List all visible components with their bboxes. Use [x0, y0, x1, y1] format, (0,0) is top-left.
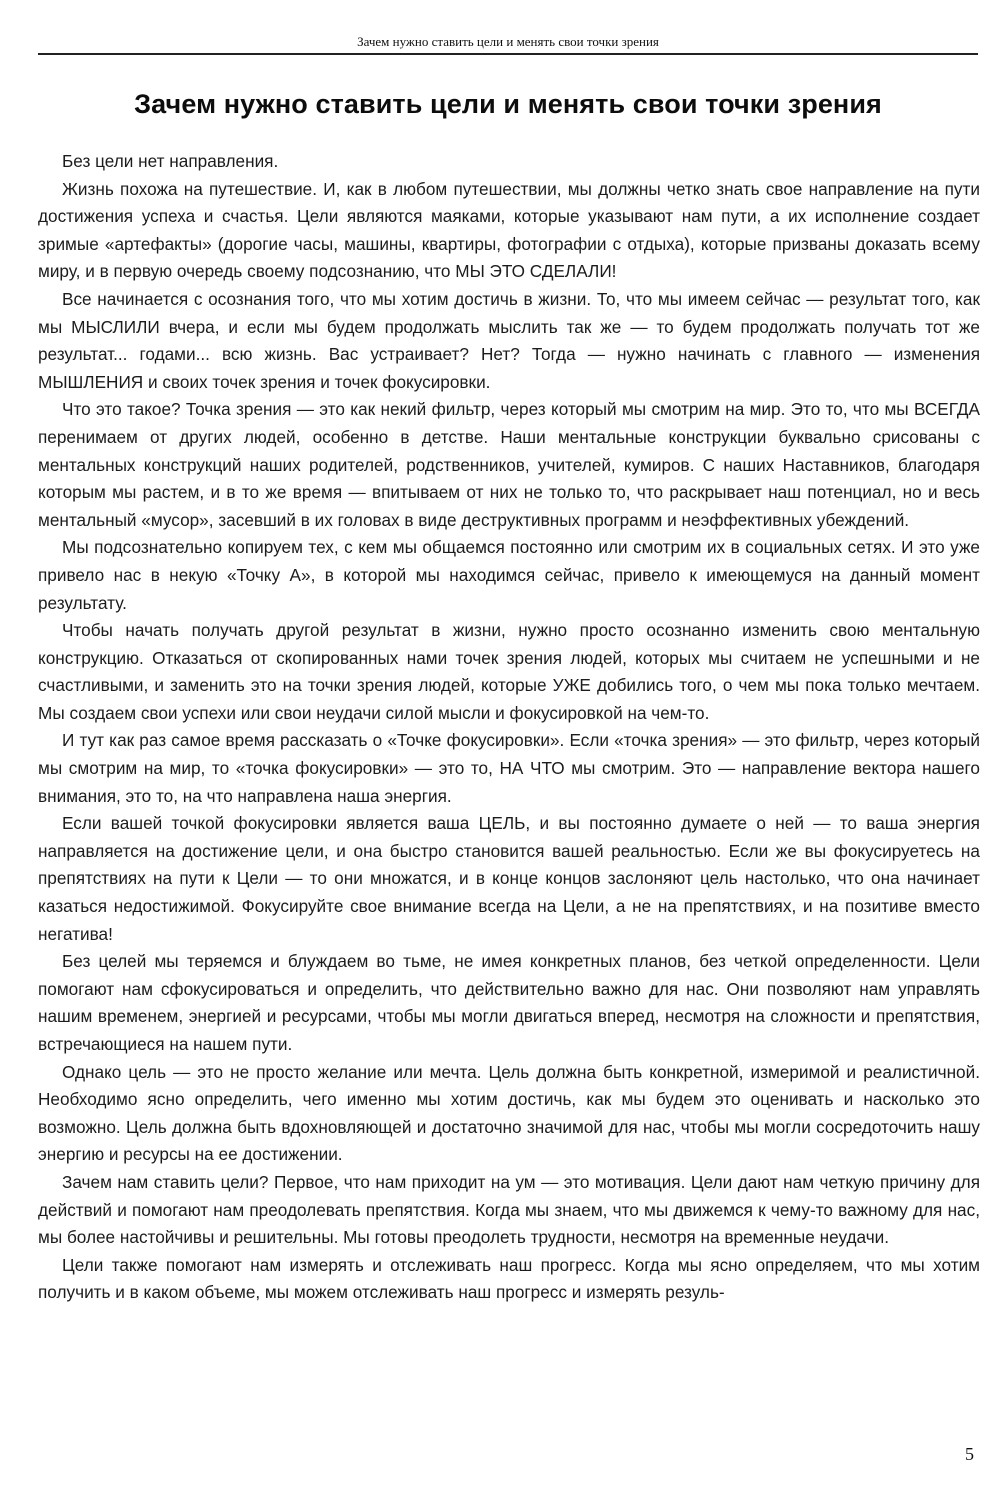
page-number: 5	[965, 1444, 974, 1464]
paragraph: Зачем нам ставить цели? Первое, что нам приходит на ум — это мотивация. Цели дают нам четкую причину для действий и помогают нам преодолевать препятствия. Когда мы знаем, что мы движемся к чему-то важному для нас, мы более настойчивы и решительны. Мы готовы преодолеть трудности, несмотря на временные неудачи.	[38, 1171, 980, 1248]
paragraph: Однако цель — это не просто желание или мечта. Цель должна быть конкретной, измеримой и реалистичной. Необходимо ясно определить, чего именно мы хотим достичь, как мы будем это оценивать и насколько это возможно. Цель должна быть вдохновляющей и достаточно значимой для нас, чтобы мы могли сосредоточить нашу энергию и ресурсы на ее достижении.	[38, 1061, 980, 1165]
paragraph: Все начинается с осознания того, что мы хотим достичь в жизни. То, что мы имеем сейчас — результат того, как мы МЫСЛИЛИ вчера, и если мы будем продолжать мыслить так же — то будем продолжать получать тот же результат... годами... всю жизнь. Вас устраивает? Нет? Тогда — нужно начинать с главного — изменения МЫШЛЕНИЯ и своих точек зрения и точек фокусировки.	[38, 288, 980, 392]
running-header: Зачем нужно ставить цели и менять свои точки зрения	[357, 34, 659, 49]
paragraph: Если вашей точкой фокусировки является ваша ЦЕЛЬ, и вы постоянно думаете о ней — то ваша энергия направляется на достижение цели, и она быстро становится вашей реальностью. Если же вы фокусируетесь на препятствиях на пути к Цели — то они множатся, и в конце концов заслоняют цель настолько, что она начинает казаться недостижимой. Фокусируйте свое внимание всегда на Цели, а не на препятствиях, и на позитиве вместо негатива!	[38, 813, 980, 944]
paragraph: Чтобы начать получать другой результат в жизни, нужно просто осознанно изменить свою ментальную конструкцию. Отказаться от скопированных нами точек зрения людей, которых мы считаем не успешными и не счастливыми, и заменить это на точки зрения людей, которые УЖЕ добились того, о чем мы пока только мечтаем. Мы создаем свои успехи или свои неудачи силой мысли и фокусировкой на чем-то.	[38, 620, 980, 723]
paragraph: Без целей мы теряемся и блуждаем во тьме, не имея конкретных планов, без четкой определенности. Цели помогают нам сфокусироваться и определить, что действительно важно для нас. Они позволяют нам управлять нашим временем, энергией и ресурсами, чтобы мы могли двигаться вперед, несмотря на сложности и препятствия, встречающиеся на нашем пути.	[38, 951, 980, 1054]
paragraph: И тут как раз самое время рассказать о «Точке фокусировки». Если «точка зрения» — это фильтр, через который мы смотрим на мир, то «точка фокусировки» — это то, НА ЧТО мы смотрим. Это — направление вектора нашего внимания, это то, на что направлена наша энергия.	[38, 730, 980, 806]
page-title: Зачем нужно ставить цели и менять свои точки зрения	[134, 89, 882, 119]
paragraph: Мы подсознательно копируем тех, с кем мы общаемся постоянно или смотрим их в социальных сетях. И это уже привело нас в некую «Точку А», в которой мы находимся сейчас, привело к имеющемуся на данный момент результату.	[38, 537, 980, 613]
body-text	[38, 148, 980, 1307]
paragraph: Без цели нет направления.	[62, 151, 279, 171]
header-rule	[38, 53, 978, 55]
paragraph: Что это такое? Точка зрения — это как некий фильтр, через который мы смотрим на мир. Это то, что мы ВСЕГДА перенимаем от других людей, особенно в детстве. Наши ментальные конструкции буквально срисованы с ментальных конструкций наших родителей, родственников, учителей, кумиров. С наших Наставников, благодаря которым мы растем, и в то же время — впитываем от них не только то, что раскрывает наш потенциал, но и весь ментальный «мусор», засевший в их головах в виде деструктивных программ и неэффективных убеждений.	[38, 399, 980, 530]
paragraph: Цели также помогают нам измерять и отслеживать наш прогресс. Когда мы ясно определяем, что мы хотим получить и в каком объеме, мы можем отслеживать наш прогресс и измерять резуль-	[38, 1254, 980, 1303]
paragraph: Жизнь похожа на путешествие. И, как в любом путешествии, мы должны четко знать свое направление на пути достижения успеха и счастья. Цели являются маяками, которые указывают нам пути, а их исполнение создает зримые «артефакты» (дорогие часы, машины, квартиры, фотографии с отдыха), которые призваны доказать всему миру, и в первую очередь своему подсознанию, что МЫ ЭТО СДЕЛАЛИ!	[38, 178, 980, 282]
